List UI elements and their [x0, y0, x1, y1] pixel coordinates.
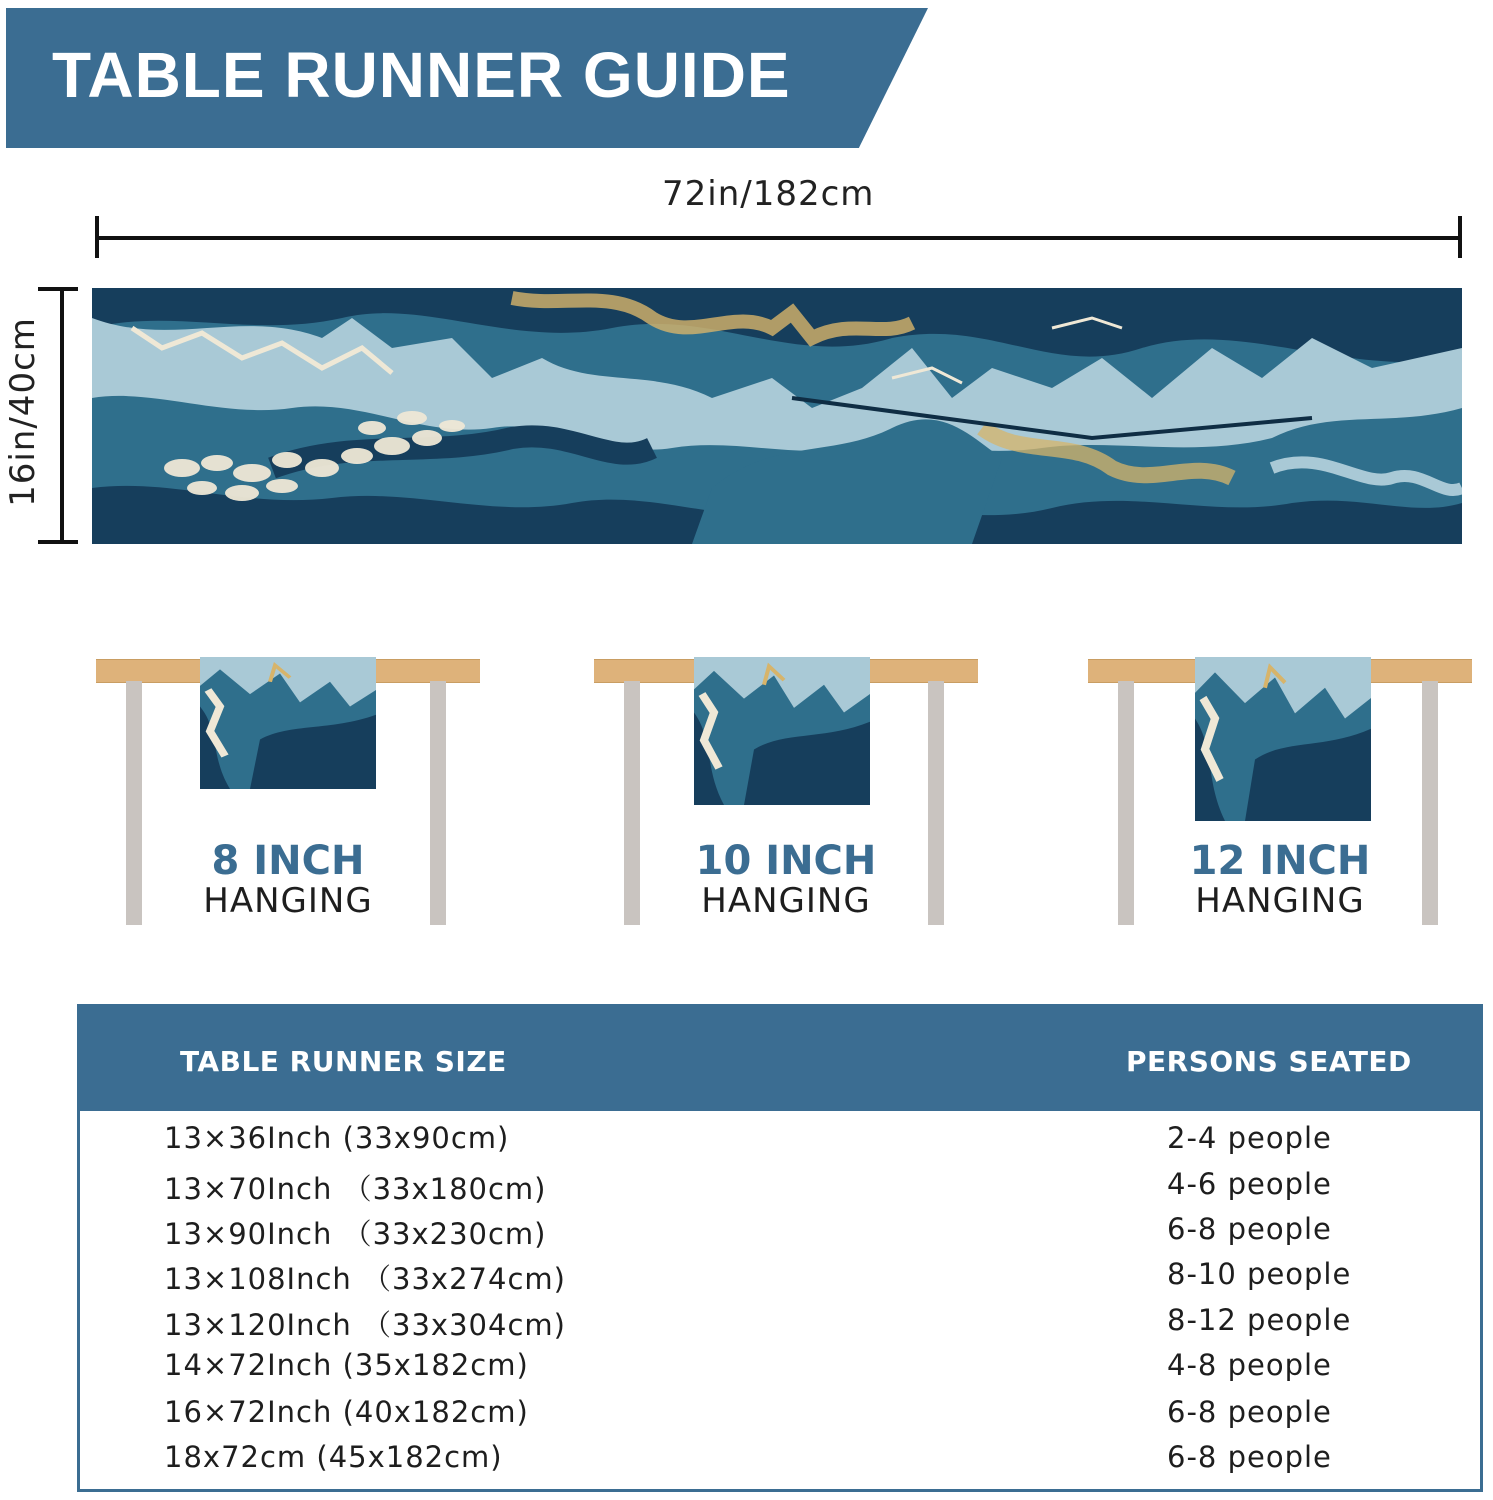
hanging-word-label: HANGING — [701, 881, 871, 921]
landscape-pattern — [92, 288, 1462, 544]
hanging-runner-drape — [694, 657, 870, 805]
row-size: 13×90Inch （33x230cm) — [164, 1217, 547, 1251]
width-dimension-tick-right — [1458, 216, 1462, 258]
height-dimension-tick-bottom — [38, 540, 78, 544]
row-persons: 8-12 people — [1167, 1303, 1352, 1337]
table-row — [80, 1167, 1480, 1211]
drape-pattern — [694, 657, 870, 805]
hanging-runner-drape — [200, 657, 376, 789]
hanging-runner-drape — [1195, 657, 1371, 821]
row-size: 14×72Inch (35x182cm) — [164, 1348, 529, 1382]
table-row — [80, 1212, 1480, 1256]
hanging-size-label: 12 INCH — [1189, 838, 1371, 884]
row-persons: 4-8 people — [1167, 1348, 1332, 1382]
width-dimension-label: 72in/182cm — [662, 174, 875, 214]
hanging-diagram-8 — [96, 657, 480, 925]
table-row — [80, 1395, 1480, 1439]
header-table-runner-size: TABLE RUNNER SIZE — [180, 1045, 507, 1078]
drape-pattern — [1195, 657, 1371, 821]
size-table-header — [80, 1007, 1480, 1111]
table-runner-image — [92, 288, 1462, 544]
row-size: 18x72cm (45x182cm) — [164, 1440, 503, 1474]
row-size: 13×36Inch (33x90cm) — [164, 1121, 510, 1155]
row-persons: 6-8 people — [1167, 1395, 1332, 1429]
size-table — [77, 1004, 1483, 1492]
row-persons: 2-4 people — [1167, 1121, 1332, 1155]
hanging-word-label: HANGING — [1195, 881, 1365, 921]
width-dimension-tick-left — [95, 216, 99, 258]
hanging-word-label: HANGING — [203, 881, 373, 921]
hanging-size-label: 8 INCH — [211, 838, 365, 884]
row-size: 13×70Inch （33x180cm) — [164, 1172, 547, 1206]
hanging-diagram-10 — [594, 657, 978, 925]
drape-pattern — [200, 657, 376, 789]
row-persons: 4-6 people — [1167, 1167, 1332, 1201]
height-dimension-tick-top — [38, 287, 78, 291]
row-persons: 8-10 people — [1167, 1257, 1352, 1291]
row-persons: 6-8 people — [1167, 1212, 1332, 1246]
width-dimension-line — [96, 236, 1462, 240]
page-title: TABLE RUNNER GUIDE — [52, 39, 791, 111]
height-dimension-label: 16in/40cm — [3, 317, 43, 507]
row-size: 13×108Inch （33x274cm) — [164, 1262, 566, 1296]
hanging-diagram-12 — [1088, 657, 1472, 925]
table-row — [80, 1257, 1480, 1301]
header-persons-seated: PERSONS SEATED — [1126, 1045, 1412, 1078]
row-size: 16×72Inch (40x182cm) — [164, 1395, 529, 1429]
table-row — [80, 1440, 1480, 1484]
row-persons: 6-8 people — [1167, 1440, 1332, 1474]
table-row — [80, 1121, 1480, 1165]
row-size: 13×120Inch （33x304cm) — [164, 1308, 566, 1342]
hanging-size-label: 10 INCH — [695, 838, 877, 884]
table-row — [80, 1303, 1480, 1347]
height-dimension-line — [60, 288, 64, 544]
table-row — [80, 1348, 1480, 1392]
